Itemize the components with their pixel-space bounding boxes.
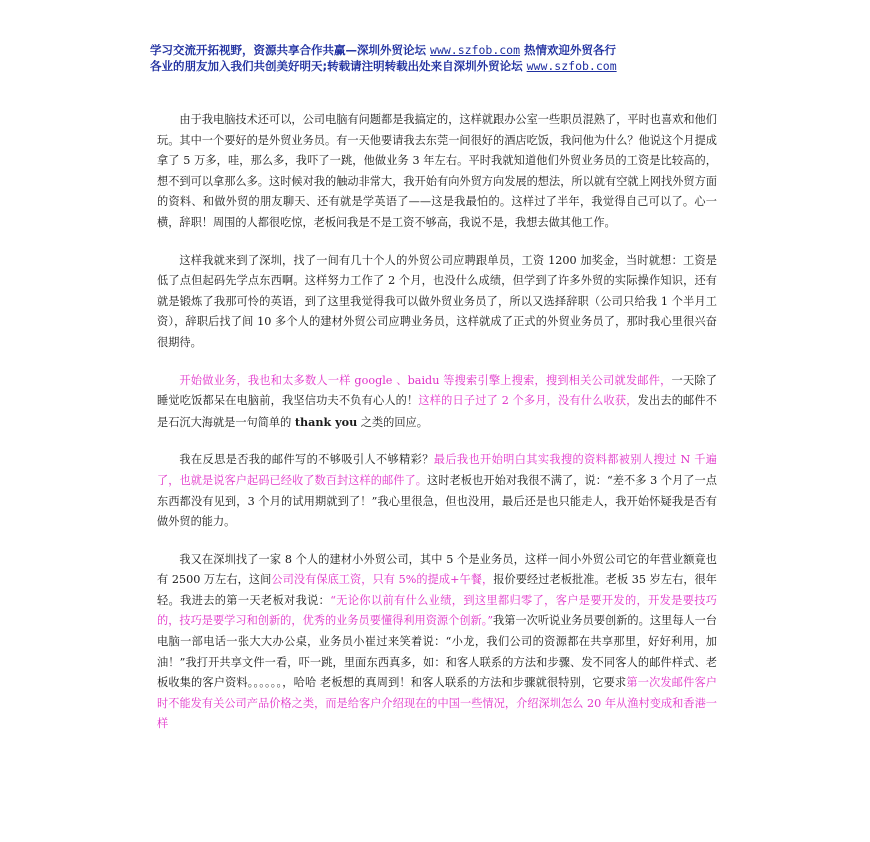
highlighted-text: “无论你以前有什么业绩，到这里都归零了，客户是要开发的，开发是要技巧的，技巧是要学习和创新的，优秀的业务员要懂得利用资源个创新。” [157,593,717,628]
forum-link-1[interactable]: www.szfob.com [430,43,521,57]
header-tail-1: 热情欢迎外贸各行 [520,43,617,57]
header-text-1: 学习交流开拓视野，资源共享合作共赢—深圳外贸论坛 [150,43,431,57]
highlighted-text: 公司没有保底工资，只有 5%的提成+午餐， [271,573,494,587]
paragraph-text: 这时老板也开始对我很不满了，说：“差不多 3 个月了一点东西都没有见到，3 个月的试用期就到了！”我心里很急，但也没用，最后还是也只能走人，我开始怀疑我是否有做外贸的能力。 [157,473,717,529]
highlighted-text: 最后我也开始明白其实我搜的资料都被别人搜过 N 千遍了，也就是说客户起码已经收了数百封这样的邮件了。 [157,453,717,487]
paragraph-text: 我又在深圳找了一家 8 个人的建材小外贸公司，其中 5 个是业务员，这样一间小外贸公司它的年营业额竟也有 2500 万左右，这间 [157,552,717,587]
paragraph-text: 这样我就来到了深圳，找了一间有几十个人的外贸公司应聘跟单员，工资 1200 加奖金，当时就想：工资是低了点但起码先学点东西啊。这样努力工作了 2 个月，也没什么成绩，但学到了许多外贸的实际操作知识，还有就是锻炼了我那可怜的英语，到了这里我觉得我可以做外贸业务员了，所以又选择辞职（公司只给我 1 个半月工资），辞职后找了间 10 多个人的建材外贸公司应聘业务员，这样就成了正式的外贸业务员了，那时我心里很兴奋很期待。 [157,253,717,349]
header-text-2: 各业的朋友加入我们共创美好明天;转载请注明转载出处来自深圳外贸论坛 [150,59,527,73]
highlighted-text: 开始做业务，我也和太多数人一样 google 、baidu 等搜索引擎上搜索，搜到相关公司就发邮件， [179,373,672,387]
header-line-2 [150,58,730,74]
highlighted-text: 第一次发邮件客户时不能发有关公司产品价格之类，而是给客户介绍现在的中国一些情况，介绍深圳怎么 20 年从渔村变成和香港一样 [157,676,717,731]
header-line-1 [150,42,730,58]
paragraph-3 [157,371,717,434]
paragraph-text: 我第一次听说业务员要创新的。这里每人一台电脑一部电话一张大大办公桌，业务员小崔过来笑着说：“小龙，我们公司的资源都在共享那里，好好利用，加油！”我打开共享文件一看，吓一跳，里面东西真多，如：和客人联系的方法和步骤、发不同客人的邮件样式、老板收集的客户资料。。。。。。，哈哈 老板想的真周到！和客人联系的方法和步骤就很特别，它要求 [157,614,717,690]
forum-header [150,42,730,74]
bold-text: thank you [294,414,358,429]
paragraph-text: 我在反思是否我的邮件写的不够吸引人不够精彩？ [179,453,434,467]
paragraph-text: 由于我电脑技术还可以，公司电脑有问题都是我搞定的，这样就跟办公室一些职员混熟了，平时也喜欢和他们玩。其中一个要好的是外贸业务员。有一天他要请我去东莞一间很好的酒店吃饭，我问他为什么？他说这个月提成拿了 5 万多，哇，那么多，我吓了一跳，他做业务 3 年左右。平时我就知道他们外贸业务员的工资是比较高的，想不到可以拿那么多。这时候对我的触动非常大，我开始有向外贸方向发展的想法，所以就有空就上网找外贸方面的资料、和做外贸的朋友聊天、还有就是学英语了——这是我最怕的。这样过了半年，我觉得自己可以了。心一横，辞职！周围的人都很吃惊，老板问我是不是工资不够高，我说不是，我想去做其他工作。 [157,113,717,229]
paragraph-1 [157,110,717,234]
paragraph-text: 报价要经过老板批准。老板 35 岁左右，很年轻。我进去的第一天老板对我说： [157,573,717,607]
paragraph-text: 一天除了睡觉吃饭都呆在电脑前，我坚信功夫不负有心人的！ [157,373,717,408]
paragraph-5 [157,550,717,735]
paragraph-text: 之类的回应。 [357,415,428,429]
paragraph-4 [157,450,717,532]
forum-link-2[interactable]: www.szfob.com [526,59,617,73]
paragraph-text: 发出去的邮件不是石沉大海就是一句简单的 [157,394,717,429]
highlighted-text: 这样的日子过了 2 个多月，没有什么收获， [418,394,638,408]
paragraph-2 [157,251,717,354]
article-body [157,110,717,752]
